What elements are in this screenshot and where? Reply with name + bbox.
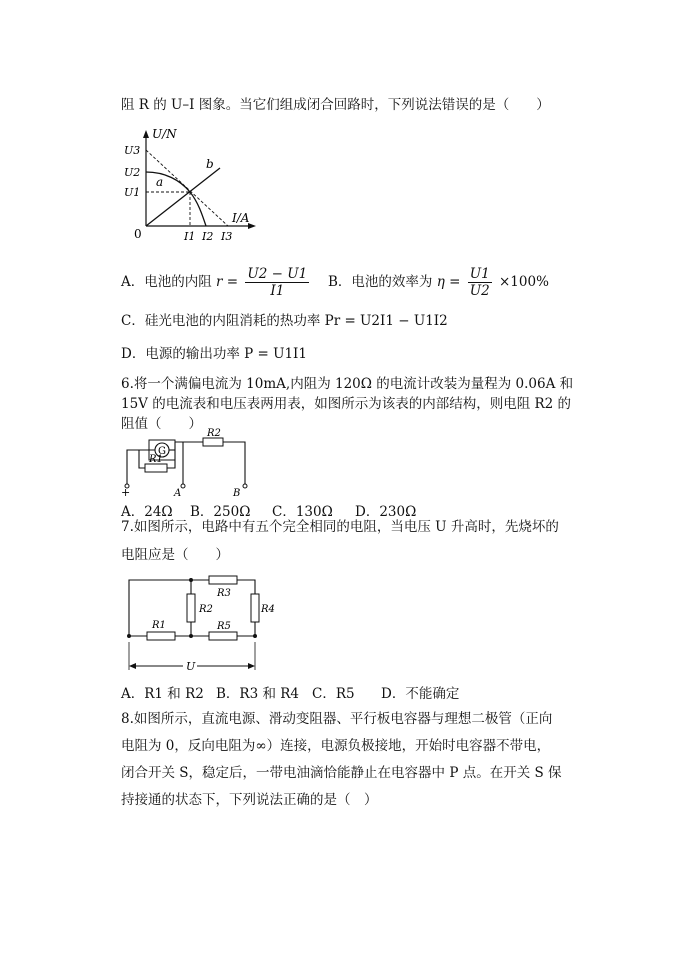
resistor-r5 [209, 632, 237, 640]
ui-graph-svg [120, 126, 260, 246]
q6-line-3: 阻值（ ） [121, 416, 202, 432]
q5-option-b-tail: ×100% [498, 274, 549, 290]
q6-option-a: A．24Ω [121, 504, 173, 520]
resistor-r1 [147, 632, 175, 640]
origin-label: 0 [134, 227, 142, 241]
plus-label: + [121, 486, 131, 499]
fraction-numerator: U2 − U1 [247, 266, 308, 282]
line-b-label: b [206, 157, 214, 171]
r2-label: R2 [199, 604, 213, 615]
q7-line-1: 7.如图所示，电路中有五个完全相同的电阻，当电压 U 升高时，先烧坏的 [121, 519, 559, 535]
q6-line-2: 15V 的电流表和电压表两用表，如图所示为该表的内部结构，则电阻 R2 的 [121, 396, 572, 412]
tick-u3: U3 [124, 144, 141, 157]
u-arrow-right-head [248, 663, 255, 669]
a-label: A [174, 488, 182, 499]
q6-circuit [119, 428, 254, 498]
q7-option-d: D．不能确定 [381, 686, 460, 702]
junction-dot [127, 634, 131, 638]
fraction-denominator: U2 [469, 283, 490, 299]
q5-option-b [328, 260, 549, 304]
resistor-r4 [251, 594, 259, 622]
galvanometer-label: G [158, 446, 166, 457]
r5-label: R5 [217, 621, 231, 632]
terminal-a [181, 484, 185, 488]
q7-line-2: 电阻应是（ ） [121, 547, 229, 563]
q8-line-2: 电阻为 0，反向电阻为∞）连接，电源负极接地，开始时电容器不带电， [121, 738, 551, 754]
q8-line-1: 8.如图所示，直流电源、滑动变阻器、平行板电容器与理想二极管（正向 [121, 711, 553, 727]
q6-option-b: B．250Ω [190, 504, 251, 520]
q6-option-d: D．230Ω [355, 504, 417, 520]
tick-u1: U1 [124, 186, 141, 199]
curve-a-label: a [156, 175, 164, 189]
q5-option-a-fraction [245, 266, 309, 299]
q6-line-1: 6.将一个满偏电流为 10mA,内阻为 120Ω 的电流计改装为量程为 0.06A 和 [121, 376, 574, 392]
q7-option-a: A．R1 和 R2 [121, 686, 204, 702]
q5-option-d: D．电源的输出功率 P = U1I1 [121, 346, 307, 362]
x-axis-label: I/A [232, 211, 250, 225]
q8-line-3: 闭合开关 S，稳定后，一带电油滴恰能静止在电容器中 P 点。在开关 S 保 [121, 765, 562, 781]
r1-label: R1 [149, 454, 163, 465]
q7-option-c: C．R5 [312, 686, 355, 702]
q5-ui-graph [120, 126, 260, 246]
q5-option-a-lhs: r = [216, 274, 239, 290]
junction-dot [189, 578, 193, 582]
curve-a [146, 172, 206, 226]
q5-option-c: C．硅光电池的内阻消耗的热功率 Pr = U2I1 − U1I2 [121, 313, 448, 329]
q5-option-b-label: B．电池的效率为 [328, 274, 433, 290]
tick-i3: I3 [221, 230, 233, 243]
q5-stem-tail: 阻 R 的 U–I 图象。当它们组成闭合回路时，下列说法错误的是（ ） [121, 97, 550, 113]
fraction-numerator: U1 [469, 266, 490, 282]
u-label: U [186, 660, 196, 673]
q8-line-4: 持接通的状态下，下列说法正确的是（ ） [121, 792, 378, 808]
r1-label: R1 [152, 620, 166, 631]
q7-circuit-svg [121, 572, 275, 674]
y-axis-arrow [143, 130, 149, 138]
r2-label: R2 [207, 428, 221, 439]
tick-i2: I2 [202, 230, 214, 243]
q5-option-b-lhs: η = [436, 274, 461, 290]
tick-u2: U2 [124, 166, 141, 179]
junction-dot [253, 634, 257, 638]
u-arrow-left-head [129, 663, 136, 669]
q5-option-a-label: A．电池的内阻 [121, 274, 212, 290]
r3-label: R3 [217, 588, 231, 599]
b-label: B [233, 488, 241, 499]
resistor-r3 [209, 576, 237, 584]
q6-option-c: C．130Ω [272, 504, 333, 520]
q6-circuit-svg [119, 428, 254, 498]
wire-right [223, 442, 245, 484]
tick-i1: I1 [184, 230, 196, 243]
wire-r3-right [237, 580, 255, 594]
y-axis-label: U/N [152, 127, 177, 141]
resistor-r1 [145, 464, 167, 472]
q7-option-b: B．R3 和 R4 [216, 686, 300, 702]
fraction-denominator: I1 [270, 283, 285, 299]
resistor-r2 [187, 594, 195, 622]
q5-option-a [121, 260, 312, 304]
r4-label: R4 [261, 604, 275, 615]
resistor-r2 [203, 438, 223, 446]
terminal-b [243, 484, 247, 488]
q7-circuit [121, 572, 275, 674]
q5-option-b-fraction [468, 266, 492, 299]
junction-dot [189, 634, 193, 638]
